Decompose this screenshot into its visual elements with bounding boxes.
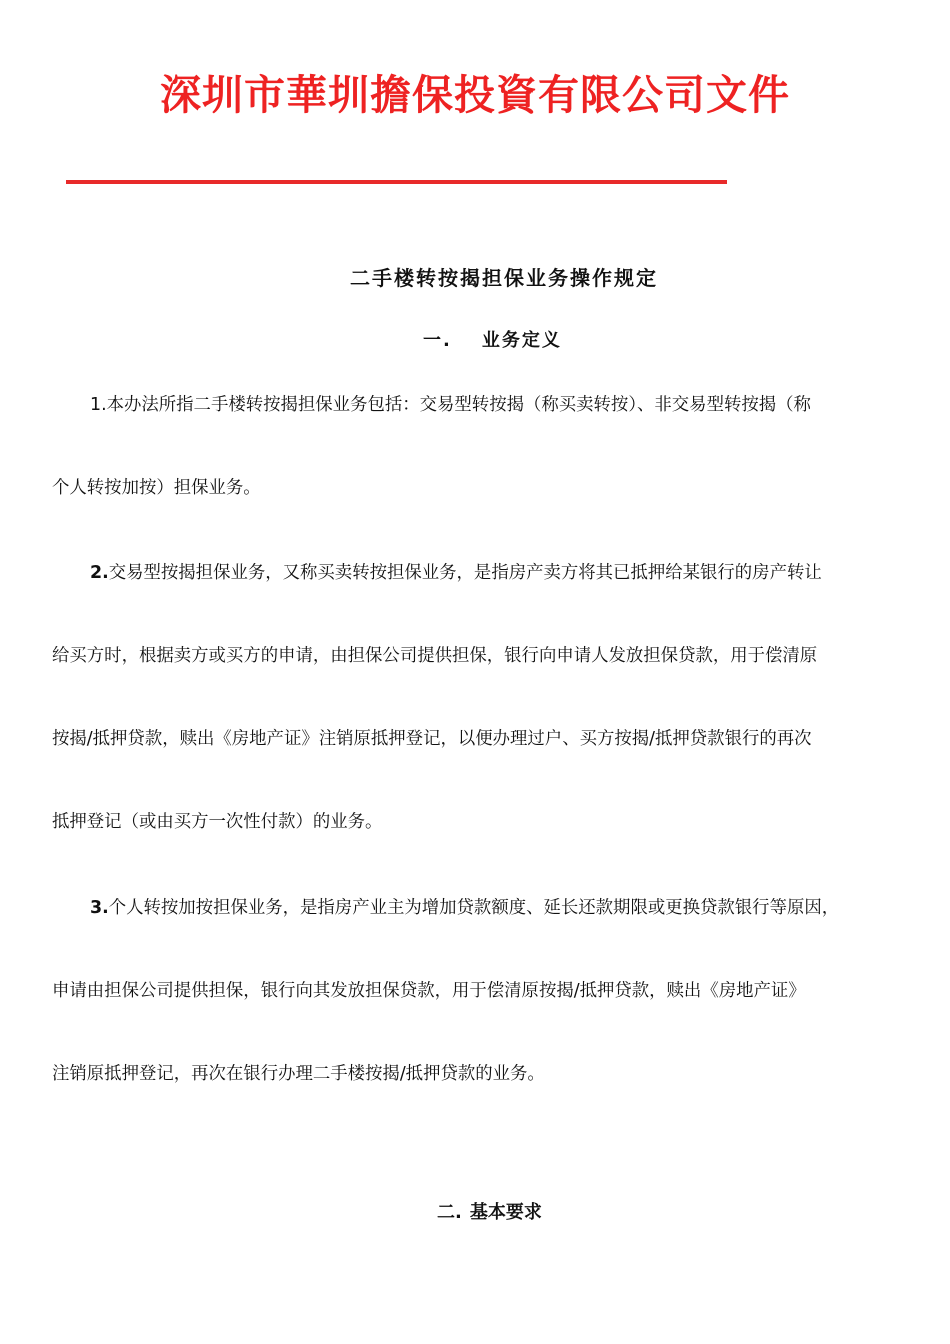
- section-1-title: 业务定义: [481, 330, 562, 351]
- document-title: 二手楼转按揭担保业务操作规定: [350, 266, 658, 290]
- paragraph-3-text-1: 个人转按加按担保业务，是指房产业主为增加贷款额度、延长还款期限或更换贷款银行等原因，: [108, 898, 840, 918]
- paragraph-2: [52, 532, 902, 864]
- section-2-title: 基本要求: [469, 1202, 542, 1223]
- company-document-header: 深圳市華圳擔保投資有限公司文件: [160, 71, 790, 119]
- paragraph-2-number: 2.: [90, 563, 109, 583]
- section-2-number: 二.: [437, 1202, 462, 1223]
- section-1-number: 一.: [423, 330, 452, 351]
- paragraph-1-text-1: 本办法所指二手楼转按揭担保业务包括：交易型转按揭（称买卖转按）、非交易型转按揭（称: [106, 395, 811, 415]
- paragraph-3: [52, 867, 902, 1116]
- paragraph-2-line-4: 抵押登记（或由买方一次性付款）的业务。: [52, 812, 383, 832]
- paragraph-2-line-1: [52, 532, 902, 615]
- header-red-rule: [66, 180, 727, 184]
- section-heading-2: [437, 1198, 542, 1224]
- paragraph-2-line-3: 按揭/抵押贷款，赎出《房地产证》注销原抵押登记，以便办理过户、买方按揭/抵押贷款银行的再次: [52, 729, 812, 749]
- paragraph-1-line-1: [52, 364, 902, 447]
- paragraph-2-line-2: 给买方时，根据卖方或买方的申请，由担保公司提供担保，银行向申请人发放担保贷款，用于偿清原: [52, 646, 818, 666]
- paragraph-1-number: 1.: [90, 395, 107, 415]
- paragraph-3-line-2: 申请由担保公司提供担保，银行向其发放担保贷款，用于偿清原按揭/抵押贷款，赎出《房地产证》: [52, 981, 806, 1001]
- paragraph-3-number: 3.: [90, 898, 109, 918]
- paragraph-2-text-1: 交易型按揭担保业务，又称买卖转按担保业务，是指房产卖方将其已抵押给某银行的房产转让: [108, 563, 822, 583]
- paragraph-3-line-3: 注销原抵押登记，再次在银行办理二手楼按揭/抵押贷款的业务。: [52, 1064, 545, 1084]
- paragraph-1-line-2: 个人转按加按）担保业务。: [52, 478, 261, 498]
- paragraph-3-line-1: [52, 867, 902, 950]
- section-heading-1: [423, 326, 562, 352]
- paragraph-1: [52, 364, 902, 530]
